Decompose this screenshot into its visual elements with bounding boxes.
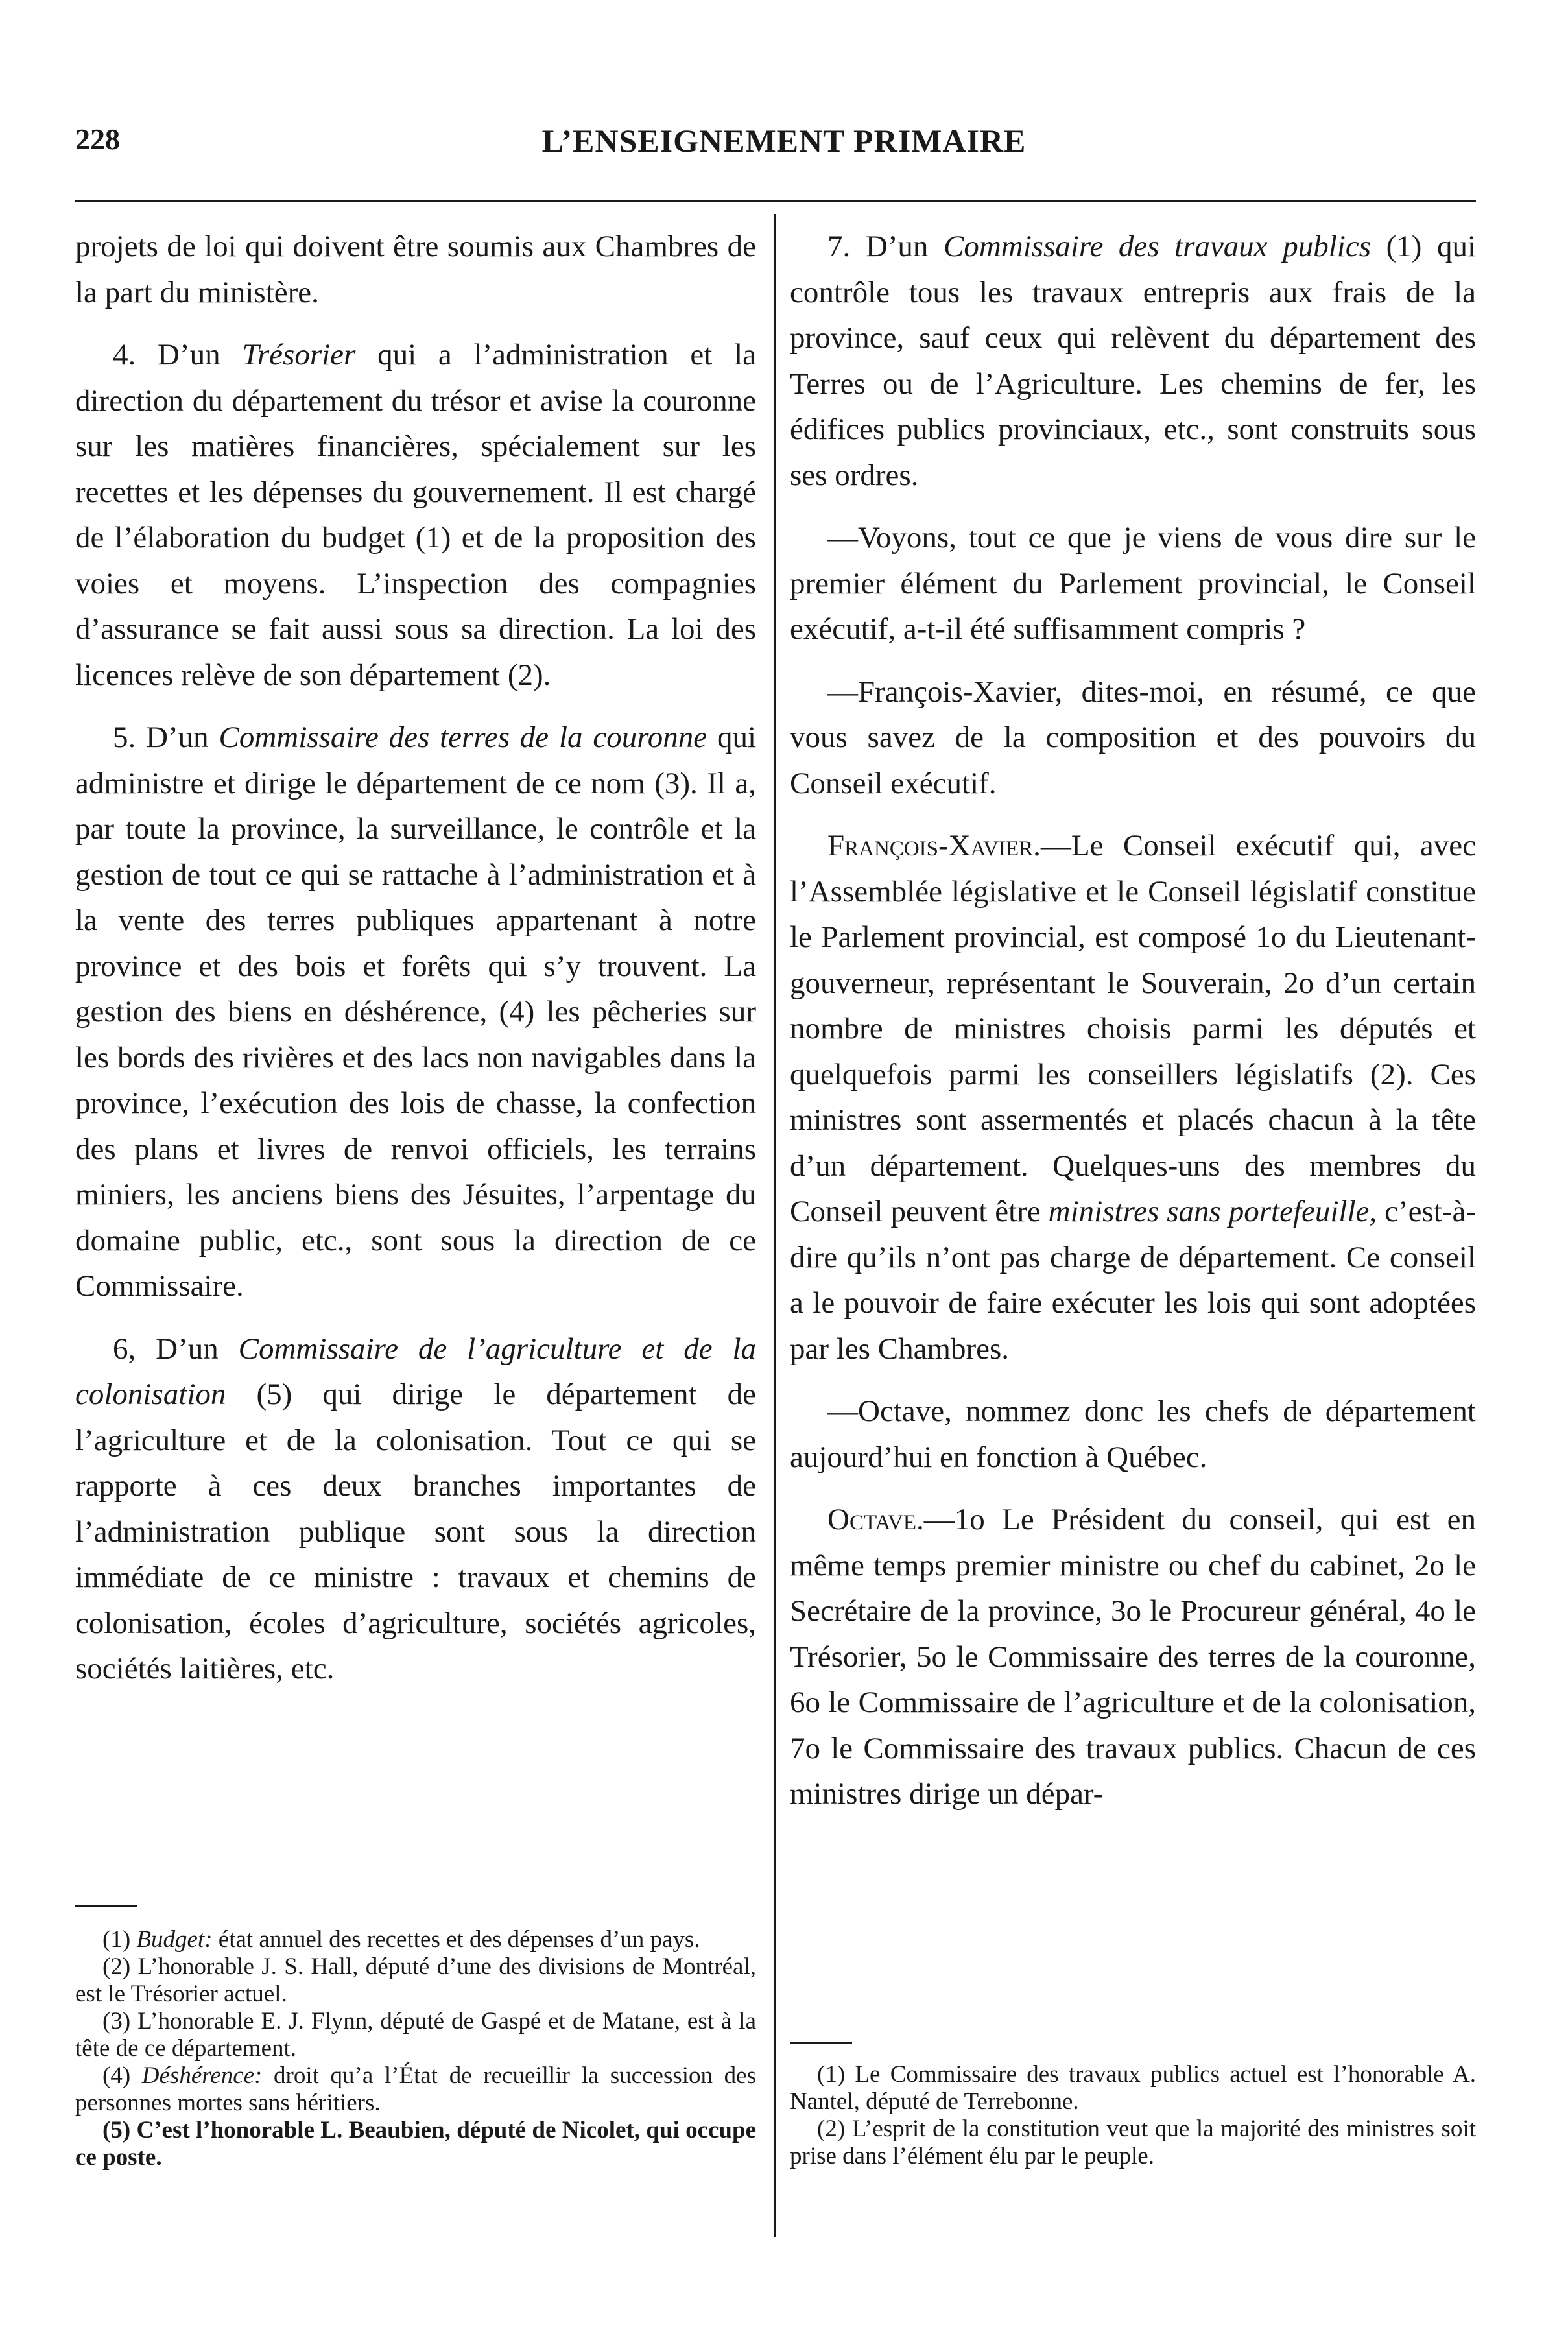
term-budget: Budget: — [136, 1926, 213, 1953]
paragraph-continued: projets de loi qui doivent être soumis aux Chambres de la part du ministère. — [75, 230, 756, 309]
term-ministres-sans-portefeuille: ministres sans portefeuille — [1048, 1195, 1370, 1228]
speaker-name: Octave. — [827, 1503, 924, 1536]
left-column — [75, 224, 756, 1709]
question-1: —Voyons, tout ce que je viens de vous dire sur le premier élément du Parlement provincial, le Conseil exécutif, a-t-il été suffisamment compris ? — [790, 521, 1476, 646]
paragraph-text: (1) qui contrôle tous les travaux entrepris aux frais de la province, sauf ceux qui relèvent du département des Terres ou de l’Agriculture. Les chemins de fer, les édifices publics provinciaux, etc., sont construits sous ses ordres. — [790, 230, 1477, 492]
item-number: 7. D’un — [827, 230, 944, 263]
paragraph-tresorier — [75, 332, 756, 698]
paragraph-text: qui a l’administration et la direction du département du trésor et avise la couronne sur les matières financières, spécialement sur les recettes et les dépenses du gouvernement. Il est chargé de l’élaboration du budget (1) et de la proposition des voies et moyens. L’inspection des compagnies d’assurance se fait aussi sous sa direction. La loi des licences relève de son département (2). — [75, 338, 757, 692]
term-commissaire-agriculture: Commissaire de l’agriculture et de la colonisation — [75, 1331, 756, 1411]
term-commissaire-terres: Commissaire des terres de la couronne — [219, 721, 707, 754]
footnote-1: (1) Budget: état annuel des recettes et des dépenses d’un pays. — [102, 1926, 700, 1953]
page-number: 228 — [75, 123, 120, 156]
paragraph-commissaire-terres — [75, 715, 756, 1309]
footnote-5: (5) C’est l’honorable L. Beaubien, député de Nicolet, qui occupe ce poste. — [75, 2117, 756, 2171]
footnote-4: (4) Déshérence: droit qu’a l’État de recueillir la succession des personnes mortes sans héritiers. — [75, 2062, 756, 2116]
header-rule — [75, 200, 1476, 202]
item-number: 4. D’un — [113, 338, 243, 372]
answer-francois-xavier: François-Xavier.—Le Conseil exécutif qui, avec l’Assemblée législative et le Conseil législatif constitue le Parlement provincial, est composé 1o du Lieutenant-gouverneur, représentant le Souverain, 2o d’un certain nombre de ministres choisis parmi les députés et quelquefois parmi les conseillers législatifs (2). Ces ministres sont assermentés et placés chacun à la tête d’un département. Quelques-uns des membres du Conseil peuvent être ministres sans portefeuille, c’est-à-dire qu’ils n’ont pas charge de département. Ce conseil a le pouvoir de faire exécuter les lois qui sont adoptées par les Chambres. — [790, 829, 1477, 1366]
term-commissaire-travaux: Commissaire des travaux publics — [943, 230, 1372, 263]
item-number: 6, D’un — [113, 1331, 239, 1366]
term-desherence: Déshérence: — [141, 2062, 263, 2089]
paragraph-commissaire-agriculture — [75, 1326, 756, 1692]
footnote-2: (2) L’esprit de la constitution veut que la majorité des ministres soit prise dans l’élément élu par le peuple. — [790, 2116, 1476, 2169]
paragraph-commissaire-travaux — [790, 224, 1476, 498]
footnote-2: (2) L’honorable J. S. Hall, député d’une des divisions de Montréal, est le Trésorier actuel. — [75, 1953, 756, 2007]
paragraph-text: qui administre et dirige le département de ce nom (3). Il a, par toute la province, la surveillance, le contrôle et la gestion de tout ce qui se rattache à l’administration et à la vente des terres publiques appartenant à notre province et des bois et forêts qui s’y trouvent. La gestion des biens en déshérence, (4) les pêcheries sur les bords des rivières et des lacs non navigables dans la province, l’exécution des lois de chasse, la confection des plans et livres de renvoi officiels, les terrains miniers, les anciens biens des Jésuites, l’arpentage du domaine public, etc., sont sous la direction de ce Commissaire. — [75, 721, 756, 1303]
footnote-rule-left — [75, 1905, 137, 1907]
question-2: —François-Xavier, dites-moi, en résumé, ce que vous savez de la composition et des pouvoirs du Conseil exécutif. — [790, 674, 1476, 800]
right-column — [790, 224, 1476, 1834]
question-3: —Octave, nommez donc les chefs de département aujourd’hui en fonction à Québec. — [790, 1394, 1476, 1474]
item-number: 5. D’un — [113, 721, 219, 754]
footnotes-left — [75, 1926, 756, 2171]
speaker-name: François-Xavier. — [827, 829, 1041, 863]
column-divider — [774, 214, 776, 2237]
footnote-3: (3) L’honorable E. J. Flynn, député de Gaspé et de Matane, est à la tête de ce département. — [75, 2008, 756, 2062]
answer-octave: Octave.—1o Le Président du conseil, qui est en même temps premier ministre ou chef du cabinet, 2o le Secrétaire de la province, 3o le Procureur général, 4o le Trésorier, 5o le Commissaire des terres de la couronne, 6o le Commissaire de l’agriculture et de la colonisation, 7o le Commissaire des travaux publics. Chacun de ces ministres dirige un dépar- — [790, 1503, 1476, 1811]
paragraph-text: (5) qui dirige le département de l’agriculture et de la colonisation. Tout ce qui se rapporte à ces deux branches importantes de l’administration publique sont sous la direction immédiate de ce ministre : travaux et chemins de colonisation, écoles d’agriculture, sociétés agricoles, sociétés laitières, etc. — [75, 1377, 756, 1686]
term-tresorier: Trésorier — [242, 338, 356, 372]
footnote-rule-right — [790, 2042, 852, 2044]
running-title: L’ENSEIGNEMENT PRIMAIRE — [541, 123, 1027, 159]
footnotes-right — [790, 2061, 1476, 2170]
footnote-1: (1) Le Commissaire des travaux publics actuel est l’honorable A. Nantel, député de Terrebonne. — [790, 2061, 1476, 2115]
